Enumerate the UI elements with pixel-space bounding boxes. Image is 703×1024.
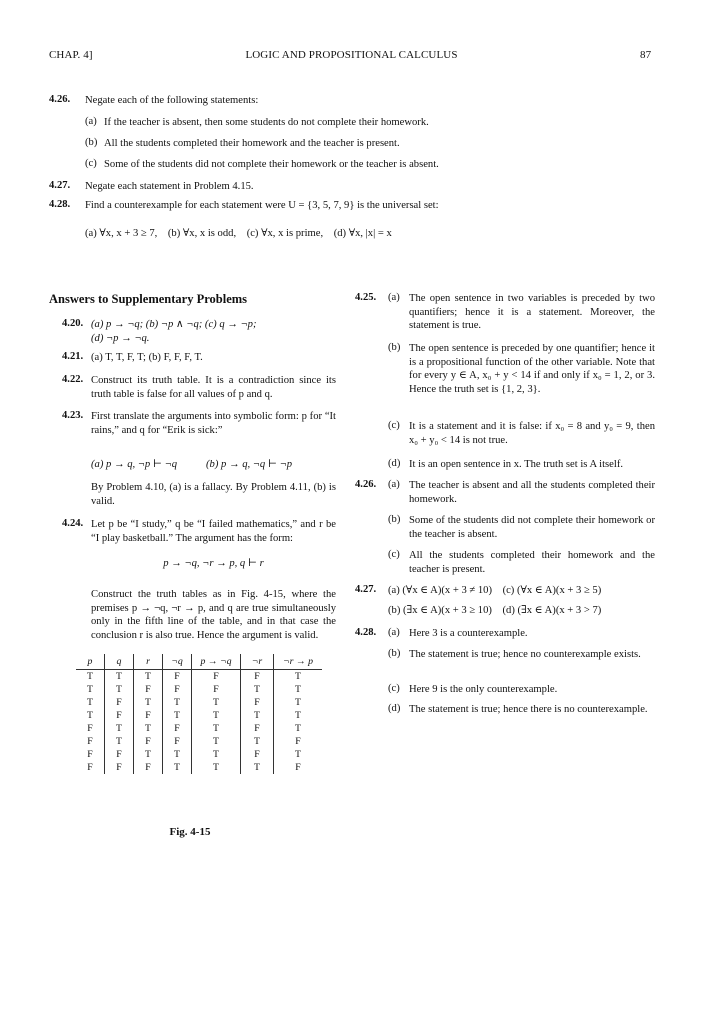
truth-table-cell: T [87,684,93,695]
truth-table-header: ¬q [163,654,192,670]
page-number: 87 [640,49,652,61]
truth-table-cell: F [241,722,274,735]
answer-text: (a) T, T, F, T; (b) F, F, F, T. [91,352,203,363]
truth-table-cell: F [87,736,93,747]
answer-text: All the students completed their homework and the teacher is present. [409,550,655,575]
argument-form: p → ¬q, ¬r → p, q ⊢ r [163,558,264,569]
truth-table-cell: F [105,709,134,722]
table-row [76,748,322,761]
truth-table-cell: F [105,748,134,761]
problem-text: Find a counterexample for each statement were U = {3, 5, 7, 9} is the universal set: [85,200,439,211]
truth-table-cell: T [241,683,274,696]
answer-text: The open sentence is preceded by one quantifier; hence it is a propositional function of the other variable. Note that for every y ∈ A, x₀ + y < 14 if and only if x₀ = 1, 2, or 3. Hence the truth set is {1, 2, 3}. [409,343,655,395]
truth-table-cell: F [105,761,134,774]
truth-table-cell: T [274,683,323,696]
answer-text: Here 3 is a counterexample. [409,628,528,639]
truth-table-cell: T [134,696,163,709]
answer-text: Let p be “I study,” q be “I failed mathematics,” and r be “I play basketball.” The argument has the form: [91,519,336,544]
answer-text: The statement is true; hence no counterexample exists. [409,649,641,660]
item-label: (b) [388,514,401,525]
truth-table-header: ¬r → p [274,654,323,670]
answer-text: Some of the students did not complete their homework or the teacher is absent. [409,515,655,540]
truth-table-cell: F [87,749,93,760]
truth-table-cell: F [105,696,134,709]
answer-number: 4.23. [62,410,84,421]
truth-table-cell: T [241,761,274,774]
item-label: (c) [388,683,400,694]
chapter-label: CHAP. 4] [49,49,93,61]
truth-table-cell: F [163,670,192,684]
truth-table-cell: T [87,710,93,721]
item-label: (b) [388,648,401,659]
truth-table-cell: F [134,683,163,696]
answer-number: 4.28. [355,627,377,638]
truth-table-cell: T [241,735,274,748]
answer-text: The open sentence in two variables is preceded by two quantifiers; hence it is a statement. Moreover, the statement is true. [409,293,655,331]
table-row [76,696,322,709]
answer-number: 4.25. [355,292,377,303]
truth-table-cell: T [134,670,163,684]
truth-table-cell: T [241,709,274,722]
truth-table-cell: F [87,723,93,734]
truth-table-cell: T [274,696,323,709]
answer-text: (a) p → ¬q; (b) ¬p ∧ ¬q; (c) q → ¬p; [91,319,257,330]
answer-number: 4.26. [355,479,377,490]
truth-table [76,654,322,774]
truth-table-cell: F [163,683,192,696]
answers-heading: Answers to Supplementary Problems [49,292,248,306]
truth-table-cell: F [274,735,323,748]
answer-text: By Problem 4.10, (a) is a fallacy. By Problem 4.11, (b) is valid. [91,482,336,507]
truth-table-cell: F [134,709,163,722]
item-label: (c) [388,549,400,560]
item-label: (c) [85,158,97,169]
truth-table-cell: T [87,697,93,708]
problem-text: Negate each of the following statements: [85,95,259,106]
truth-table-header: r [134,654,163,670]
truth-table-cell: T [134,722,163,735]
truth-table-cell: T [105,670,134,684]
truth-table-cell: T [105,735,134,748]
formula: (b) p → q, ¬q ⊢ ¬p [206,459,293,470]
formula: (a) p → q, ¬p ⊢ ¬q [91,459,178,470]
truth-table-cell: T [163,748,192,761]
problem-items: (a) ∀x, x + 3 ≥ 7, (b) ∀x, x is odd, (c) ∀x, x is prime, (d) ∀x, |x| = x [85,228,392,239]
truth-table-cell: T [192,748,241,761]
truth-table-cell: T [163,696,192,709]
truth-table-cell: T [274,709,323,722]
item-label: (b) [85,137,98,148]
item-label: (d) [388,458,401,469]
truth-table-cell: F [241,670,274,684]
problem-number: 4.28. [49,199,71,210]
answer-text: The statement is true; hence there is no counterexample. [409,704,648,715]
truth-table-cell: F [163,722,192,735]
item-text: All the students completed their homework and the teacher is present. [104,138,400,149]
truth-table-header: ¬r [241,654,274,670]
truth-table-cell: F [87,762,93,773]
truth-table-cell: F [241,696,274,709]
answer-text: First translate the arguments into symbolic form: p for “It rains,” and q for “Erik is sick:” [91,411,336,436]
problem-text: Negate each statement in Problem 4.15. [85,181,254,192]
table-row [76,722,322,735]
answer-text: Construct the truth tables as in Fig. 4-15, where the premises p → ¬q, ¬r → p, and q are true simultaneously only in the fifth line of the table, and in that case the conclusion r is also true. Hence the argument is valid. [91,589,336,641]
answer-number: 4.24. [62,518,84,529]
answer-number: 4.22. [62,374,84,385]
answer-number: 4.21. [62,351,84,362]
truth-table-cell: F [274,761,323,774]
item-label: (a) [85,116,97,127]
truth-table-cell: T [87,671,93,682]
truth-table-header: p [76,654,105,670]
truth-table-cell: T [192,709,241,722]
truth-table-cell: T [274,748,323,761]
truth-table-cell: T [163,709,192,722]
answer-text: The teacher is absent and all the students completed their homework. [409,480,655,505]
item-label: (d) [388,703,401,714]
answer-text: (b) (∃x ∈ A)(x + 3 ≥ 10) (d) (∃x ∈ A)(x + 3 > 7) [388,605,602,616]
table-row [76,761,322,774]
truth-table-cell: F [134,735,163,748]
table-row [76,735,322,748]
truth-table-cell: F [241,748,274,761]
truth-table-cell: T [274,670,323,684]
truth-table-cell: T [134,748,163,761]
truth-table-header: q [105,654,134,670]
truth-table-cell: F [192,683,241,696]
answer-text: Construct its truth table. It is a contradiction since its truth table is false for all values of p and q. [91,375,336,400]
item-label: (a) [388,627,400,638]
truth-table-cell: T [105,722,134,735]
problem-number: 4.27. [49,180,71,191]
answer-number: 4.20. [62,318,84,329]
answer-text: It is a statement and it is false: if x₀ = 8 and y₀ = 9, then x₀ + y₀ < 14 is not true. [409,421,655,446]
item-label: (a) [388,479,400,490]
table-row [76,670,322,684]
item-text: If the teacher is absent, then some students do not complete their homework. [104,117,429,128]
truth-table-header: p → ¬q [192,654,241,670]
truth-table-cell: T [192,735,241,748]
truth-table-cell: T [192,696,241,709]
truth-table-cell: T [192,722,241,735]
item-label: (c) [388,420,400,431]
answer-number: 4.27. [355,584,377,595]
truth-table-cell: F [134,761,163,774]
truth-table-cell: T [192,761,241,774]
truth-table-cell: F [192,670,241,684]
item-label: (b) [388,342,401,353]
problem-number: 4.26. [49,94,71,105]
answer-text: (d) ¬p → ¬q. [91,333,150,344]
truth-table-cell: T [105,683,134,696]
answer-text: Here 9 is the only counterexample. [409,684,558,695]
answer-text: It is an open sentence in x. The truth set is A itself. [409,459,623,470]
item-text: Some of the students did not complete their homework or the teacher is absent. [104,159,439,170]
truth-table-cell: T [163,761,192,774]
truth-table-cell: T [274,722,323,735]
table-row [76,709,322,722]
table-row [76,683,322,696]
figure-caption: Fig. 4-15 [169,826,211,838]
answer-text: (a) (∀x ∈ A)(x + 3 ≠ 10) (c) (∀x ∈ A)(x + 3 ≥ 5) [388,585,602,596]
running-title: LOGIC AND PROPOSITIONAL CALCULUS [245,49,458,61]
item-label: (a) [388,292,400,303]
truth-table-cell: F [163,735,192,748]
